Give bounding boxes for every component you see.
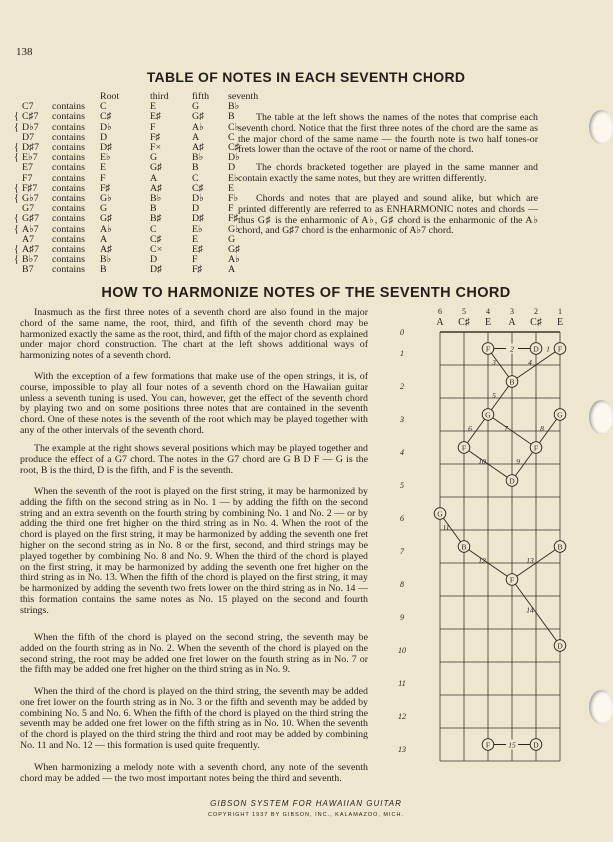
cell-fifth: G [192, 101, 200, 113]
fret-number: 7 [400, 547, 404, 556]
note-marker-label: G [437, 509, 443, 519]
fret-numbers [398, 328, 406, 754]
cell-seventh: B♭ [228, 101, 240, 113]
fretboard-diagram [388, 304, 564, 774]
connection-number: 12 [478, 556, 486, 565]
cell-chord: F7 [22, 172, 33, 184]
string-number: 4 [486, 307, 490, 316]
cell-chord: C♯7 [22, 111, 39, 123]
cell-brace: { [14, 111, 19, 123]
connection-number: 9 [516, 457, 520, 466]
cell-root: G♭ [100, 193, 112, 205]
note-marker-label: B [509, 377, 515, 387]
cell-root: A [100, 233, 108, 245]
string-number: 6 [438, 307, 442, 316]
cell-seventh: C♭ [228, 121, 240, 133]
page-number: 138 [16, 46, 33, 58]
fretboard-header [436, 307, 563, 328]
fret-number: 2 [400, 382, 404, 391]
cell-seventh: D [228, 162, 236, 174]
connection-number: 5 [492, 391, 496, 400]
cell-third: C× [150, 244, 163, 256]
cell-chord: G7 [22, 203, 35, 215]
fret-number: 6 [400, 514, 404, 523]
fret-number: 1 [400, 349, 404, 358]
body-paragraph: The example at the right shows several positions which may be played together and produce the effect of a G7 chord. The notes in the G7 chord are G B D F — G is the root, B is the third, D is the fifth, and F is the seventh. [20, 443, 368, 476]
cell-third: F♯ [150, 131, 161, 143]
connection-number: 13 [526, 556, 534, 565]
open-string-note: A [508, 317, 516, 328]
table-row [14, 265, 268, 275]
cell-fifth: D♭ [192, 193, 204, 205]
body-paragraph: When the third of the chord is played on the third string, the seventh may be added one fret lower on the fourth string as in No. 3 or the fifth and seventh may be added by combining No. 5 and No. 6. When the fifth of the chord is played on the third string the seventh may be added one fret lower on the fifth string as in No. 10. When the seventh of the chord is played on the third string the third and root may be added by combining No. 11 and No. 12 — this formation is used quite frequently. [20, 686, 368, 751]
header-root: Root [100, 91, 120, 102]
harmonize-heading: HOW TO HARMONIZE NOTES OF THE SEVENTH CHORD [101, 285, 511, 301]
cell-word: contains [52, 213, 85, 225]
table-note-paragraph: The table at the left shows the names of the notes that comprise each seventh chord. Notice that the first three notes of the chord are the same as the major chord of the same name — the fourth note is two half tones-or frets lower than the octave of the root or name of the chord. [238, 112, 538, 156]
cell-word: contains [52, 223, 85, 235]
cell-fifth: A♭ [192, 121, 204, 133]
seventh-chord-table [14, 92, 268, 276]
note-marker-label: F [533, 443, 539, 453]
cell-chord: E7 [22, 162, 33, 174]
open-string-note: A [436, 317, 444, 328]
cell-word: contains [52, 172, 85, 184]
fret-number: 9 [400, 613, 404, 622]
fret-number: 13 [398, 745, 406, 754]
cell-third: G♯ [150, 162, 163, 174]
cell-root: A♭ [100, 223, 112, 235]
connection-number: 2 [510, 344, 514, 354]
cell-chord: D♭7 [22, 121, 39, 133]
cell-brace [14, 265, 22, 275]
cell-third: F× [150, 142, 162, 154]
cell-word: contains [52, 233, 85, 245]
cell-seventh: C♯ [228, 142, 240, 154]
cell-chord: C7 [22, 101, 34, 113]
cell-fifth: E♭ [192, 223, 203, 235]
note-marker-label: B [557, 542, 563, 552]
cell-fifth: G♯ [192, 111, 205, 123]
cell-word: contains [52, 101, 85, 113]
cell-root: D♭ [100, 121, 112, 133]
cell-fifth: C♯ [192, 182, 204, 194]
connection-number: 7 [504, 424, 508, 433]
connection-number: 4 [528, 358, 532, 367]
note-marker-label: D [533, 740, 539, 750]
cell-brace: { [14, 152, 19, 164]
cell-third: E♯ [150, 111, 161, 123]
cell-fifth: E [192, 233, 199, 245]
cell-word: contains [52, 131, 85, 143]
fret-number: 4 [400, 448, 404, 457]
cell-chord: B7 [22, 264, 34, 276]
body-paragraph: When the fifth of the chord is played on the second string, the seventh may be added on the fourth string as in No. 2. When the seventh of the chord is played on the second string, the root may be added one fret lower on the fourth string as in No. 7 or the fifth may be added one fret higher on the third string as in No. 9. [20, 632, 368, 676]
fret-number: 3 [400, 415, 404, 424]
cell-word: contains [52, 254, 85, 266]
cell-fifth: A♯ [192, 142, 205, 154]
table-heading: TABLE OF NOTES IN EACH SEVENTH CHORD [146, 69, 466, 85]
cell-root: E♭ [100, 152, 111, 164]
cell-seventh: G [228, 233, 236, 245]
note-marker-label: D [509, 476, 515, 486]
connection-number: 10 [478, 457, 486, 466]
cell-third: A [150, 172, 158, 184]
cell-seventh: E♭ [228, 172, 239, 184]
binder-hole-middle [589, 400, 613, 434]
cell-fifth: F♯ [192, 264, 203, 276]
cell-root: G♯ [100, 213, 113, 225]
cell-chord: D♯7 [22, 142, 40, 154]
cell-word: contains [52, 203, 85, 215]
cell-third: C [150, 223, 157, 235]
note-markers [434, 343, 566, 751]
cell-third: B♯ [150, 213, 162, 225]
fret-number: 0 [400, 328, 404, 337]
cell-brace: { [14, 121, 19, 133]
fret-number: 8 [400, 580, 404, 589]
note-marker-label: G [485, 410, 491, 420]
cell-chord: B♭7 [22, 254, 39, 266]
connection-number: 3 [492, 358, 496, 367]
cell-third: B♭ [150, 193, 162, 205]
header-seventh: seventh [228, 91, 259, 102]
cell-brace: { [14, 142, 19, 154]
cell-root: B♭ [100, 254, 112, 266]
open-string-note: E [484, 317, 492, 328]
cell-brace [14, 163, 22, 173]
note-marker-label: D [533, 344, 539, 354]
connection-number: 15 [508, 740, 516, 750]
connection-number: 11 [442, 523, 450, 532]
body-paragraph: With the exception of a few formations that make use of the open strings, it is, of course, impossible to play all four notes of a seventh chord on the Hawaiian guitar unless a seventh tuning is used. You can, however, get the effect of the seventh chord by playing two and on some positions three notes that are contained in the seventh chord. One of these notes is the seventh of the root which may be played together with any of the other intervals of the seventh chord. [20, 371, 368, 436]
binder-hole-top [589, 110, 613, 144]
note-marker-label: F [509, 575, 515, 585]
cell-root: D [100, 131, 108, 143]
body-paragraph: Inasmuch as the first three notes of a seventh chord are also found in the major chord of the same name, the root, third, and fifth of the seventh chord may be harmonized exactly the same as the root, third, and fifth of the major chord as explained under major chord construction. The chart at the left shows additional ways of harmonizing notes of a seventh chord. [20, 307, 368, 362]
cell-seventh: F♭ [228, 193, 239, 205]
cell-root: F♯ [100, 182, 111, 194]
cell-chord: G♯7 [22, 213, 40, 225]
cell-fifth: D [192, 203, 200, 215]
cell-brace: { [14, 182, 19, 194]
cell-chord: A♯7 [22, 244, 40, 256]
cell-seventh: C [228, 131, 235, 143]
cell-brace: { [14, 223, 19, 235]
table-note-paragraph: The chords bracketed together are played in the same manner and contain exactly the same notes, but they are written differently. [238, 162, 538, 184]
footer-copyright: COPYRIGHT 1937 BY GIBSON, INC., KALAMAZOO, MICH. [207, 812, 405, 818]
note-marker-label: B [461, 542, 467, 552]
cell-third: G [150, 152, 158, 164]
open-string-note: C♯ [458, 317, 470, 328]
connection-number: 8 [540, 424, 544, 433]
cell-root: C [100, 101, 107, 113]
body-paragraph: When harmonizing a melody note with a seventh chord, any note of the seventh chord may be added — the two most important notes being the third and seventh. [20, 762, 368, 784]
cell-third: D♯ [150, 264, 163, 276]
fret-number: 5 [400, 481, 404, 490]
table-body [14, 102, 268, 275]
note-marker-label: F [557, 344, 563, 354]
cell-seventh: E [228, 182, 235, 194]
connection-number: 1 [546, 344, 550, 354]
cell-word: contains [52, 152, 85, 164]
note-marker-label: F [485, 740, 491, 750]
cell-word: contains [52, 142, 85, 154]
cell-word: contains [52, 193, 85, 205]
cell-fifth: C [192, 172, 199, 184]
fret-number: 10 [398, 646, 406, 655]
cell-brace: { [14, 244, 19, 256]
cell-fifth: A [192, 131, 200, 143]
cell-chord: F♯7 [22, 182, 38, 194]
fret-number: 12 [398, 712, 406, 721]
cell-brace: { [14, 254, 19, 266]
cell-root: A♯ [100, 244, 113, 256]
body-paragraph: When the seventh of the root is played on the first string, it may be harmonized by adding the fifth on the second string as in No. 1 — by adding the fifth on the second string and an extra seventh on the fourth string by combining No. 1 and No. 2 — or by adding the third one fret higher on the third string as in No. 4. When the root of the chord is played on the first string, it may be harmonized by adding the seventh one fret higher on the second string as in No. 8 or the first, second, and third strings may be played together by combining No. 8 and No. 9. When the third of the chord is played on the first string, it may be harmonized by adding the seventh one fret higher on the third string as in No. 13. When the fifth of the chord is played on the first string, it may be harmonized by adding the seventh two frets lower on the third string as in No. 14 — this formation contains the same notes as No. 15 played on the second and fourth strings. [20, 486, 368, 616]
cell-third: A♯ [150, 182, 163, 194]
cell-seventh: G♭ [228, 223, 240, 235]
open-string-note: C♯ [530, 317, 542, 328]
cell-brace: { [14, 213, 19, 225]
cell-third: E [150, 101, 157, 113]
string-number: 5 [462, 307, 466, 316]
note-marker-label: D [557, 641, 563, 651]
cell-seventh: A [228, 264, 236, 276]
cell-root: F [100, 172, 106, 184]
cell-root: G [100, 203, 108, 215]
connection-number: 14 [526, 605, 534, 615]
header-fifth: fifth [192, 91, 210, 102]
cell-chord: A♭7 [22, 223, 39, 235]
cell-fifth: B♭ [192, 152, 204, 164]
cell-third: B [150, 203, 157, 215]
cell-third: D [150, 254, 158, 266]
cell-fifth: F [192, 254, 198, 266]
cell-chord: G♭7 [22, 193, 39, 205]
cell-word: contains [52, 182, 85, 194]
cell-chord: D7 [22, 131, 35, 143]
connection-number: 6 [468, 424, 472, 433]
note-marker-label: F [485, 344, 491, 354]
cell-third: C♯ [150, 233, 162, 245]
header-third: third [150, 91, 169, 102]
fret-number: 11 [398, 679, 406, 688]
cell-third: F [150, 121, 156, 133]
note-marker-label: G [557, 410, 563, 420]
open-string-note: E [556, 317, 564, 328]
cell-fifth: D♯ [192, 213, 205, 225]
string-number: 2 [534, 307, 538, 316]
cell-word: contains [52, 162, 85, 174]
table-note-paragraph: Chords and notes that are played and sound alike, but which are printed differently are referred to as ENHARMONIC notes and chords — thus G♯ is the enharmonic of A♭, G♯ chord is the enharmonic of the A♭ chord, and G♯7 chord is the enharmonic of A♭7 chord. [238, 193, 538, 237]
cell-fifth: E♯ [192, 244, 203, 256]
cell-seventh: F♯ [228, 213, 239, 225]
cell-fifth: B [192, 162, 199, 174]
cell-root: C♯ [100, 111, 112, 123]
cell-chord: A7 [22, 233, 35, 245]
cell-word: contains [52, 244, 85, 256]
string-number: 1 [558, 307, 562, 316]
cell-word: contains [52, 121, 85, 133]
footer-title: GIBSON SYSTEM FOR HAWAIIAN GUITAR [210, 799, 402, 808]
cell-root: E [100, 162, 107, 174]
cell-word: contains [52, 264, 85, 276]
note-marker-label: F [461, 443, 467, 453]
binder-hole-bottom [589, 690, 613, 724]
cell-seventh: A♭ [228, 254, 240, 266]
cell-root: D♯ [100, 142, 113, 154]
cell-seventh: G♯ [228, 244, 241, 256]
cell-seventh: D♭ [228, 152, 240, 164]
cell-brace: { [14, 193, 19, 205]
cell-word: contains [52, 111, 85, 123]
cell-seventh: F [228, 203, 234, 215]
string-number: 3 [510, 307, 514, 316]
cell-seventh: B [228, 111, 235, 123]
cell-chord: E♭7 [22, 152, 38, 164]
cell-root: B [100, 264, 107, 276]
